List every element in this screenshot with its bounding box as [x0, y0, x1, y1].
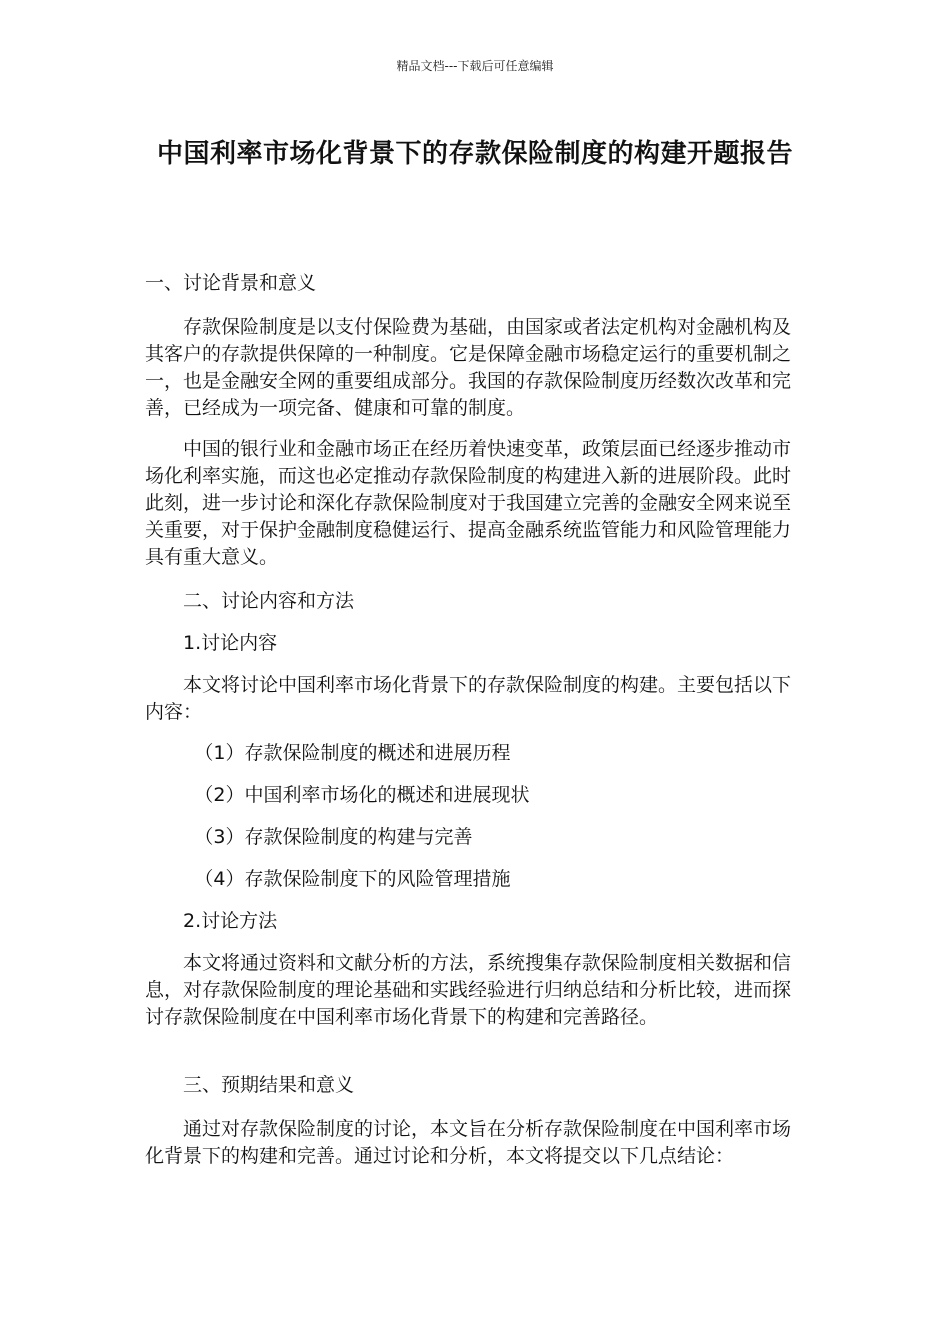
- s1-paragraph-1-block: [145, 314, 793, 422]
- s2-list-item: （3）存款保险制度的构建与完善: [194, 826, 473, 848]
- document-title: 中国利率市场化背景下的存款保险制度的构建开题报告: [156, 139, 793, 169]
- s3-paragraph-1: 通过对存款保险制度的讨论，本文旨在分析存款保险制度在中国利率市场化背景下的构建和完善。通过讨论和分析，本文将提交以下几点结论：: [145, 1118, 792, 1167]
- page-header: 精品文档---下载后可任意编辑: [396, 59, 554, 73]
- s2-paragraph-1: 本文将讨论中国利率市场化背景下的存款保险制度的构建。主要包括以下内容：: [145, 674, 792, 723]
- s1-heading: 一、讨论背景和意义: [145, 272, 317, 294]
- s1-paragraph-2-block: [145, 436, 793, 571]
- s2-paragraph-1-block: [145, 672, 793, 726]
- s1-paragraph-1: 存款保险制度是以支付保险费为基础，由国家或者法定机构对金融机构及其客户的存款提供保障的一种制度。它是保障金融市场稳定运行的重要机制之一，也是金融安全网的重要组成部分。我国的存款保险制度历经数次改革和完善，已经成为一项完备、健康和可靠的制度。: [145, 316, 792, 419]
- s3-paragraph-1-block: [145, 1116, 793, 1170]
- s3-heading: 三、预期结果和意义: [183, 1074, 355, 1096]
- s2-paragraph-2: 本文将通过资料和文献分析的方法，系统搜集存款保险制度相关数据和信息，对存款保险制度的理论基础和实践经验进行归纳总结和分析比较，进而探讨存款保险制度在中国利率市场化背景下的构建和完善路径。: [145, 952, 792, 1028]
- s2-list-item: （4）存款保险制度下的风险管理措施: [194, 868, 511, 890]
- s2-list-item: （2）中国利率市场化的概述和进展现状: [194, 784, 530, 806]
- s2-subheading-1: 1.讨论内容: [183, 632, 278, 654]
- s2-subheading-2: 2.讨论方法: [183, 910, 278, 932]
- s1-paragraph-2: 中国的银行业和金融市场正在经历着快速变革，政策层面已经逐步推动市场化利率实施，而这也必定推动存款保险制度的构建进入新的进展阶段。此时此刻，进一步讨论和深化存款保险制度对于我国建立完善的金融安全网来说至关重要，对于保护金融制度稳健运行、提高金融系统监管能力和风险管理能力具有重大意义。: [145, 438, 792, 568]
- s2-paragraph-2-block: [145, 950, 793, 1031]
- s2-list-item: （1）存款保险制度的概述和进展历程: [194, 742, 511, 764]
- s2-heading: 二、讨论内容和方法: [183, 590, 355, 612]
